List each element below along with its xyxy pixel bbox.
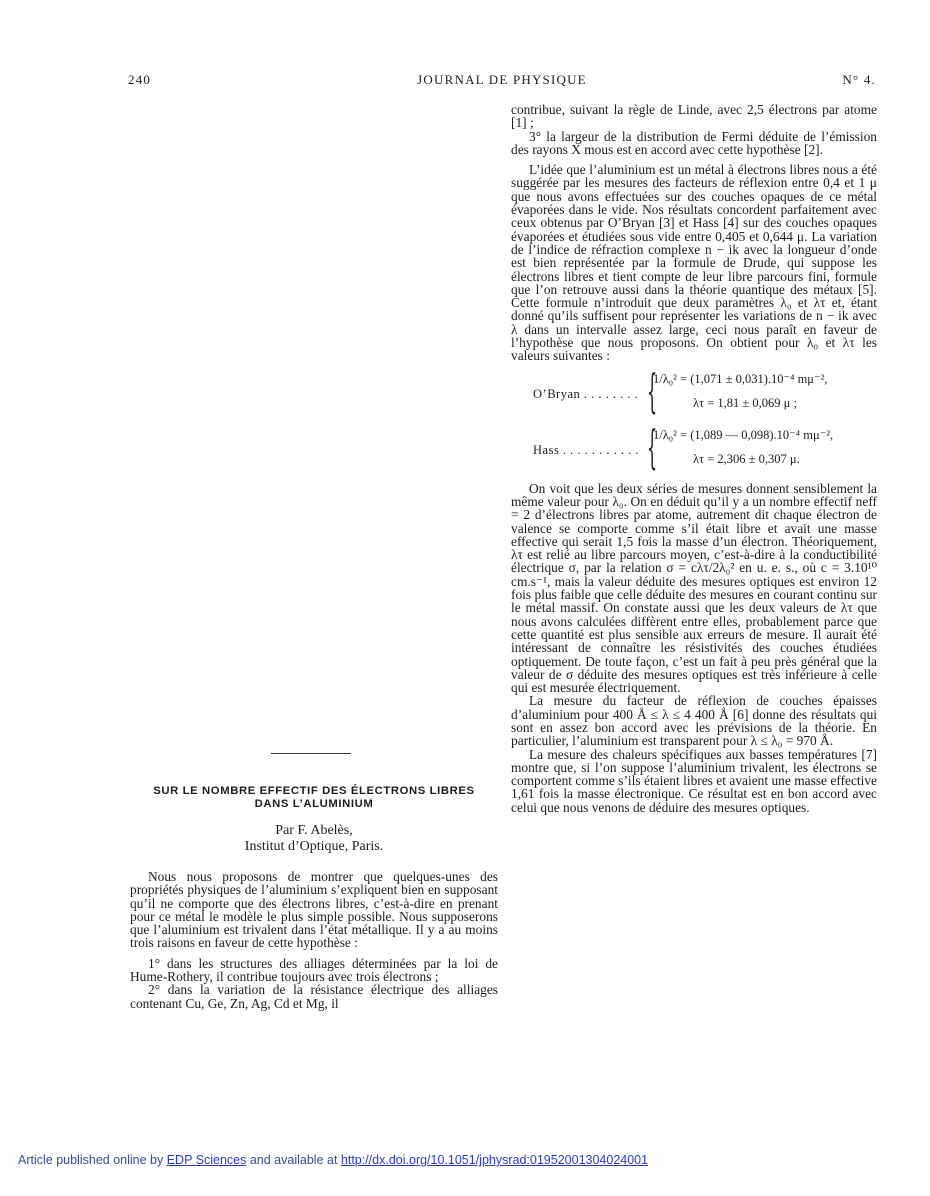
paragraph: 1° dans les structures des alliages déterminées par la loi de Hume-Rothery, il contribue toujours avec trois électrons ; — [130, 955, 498, 985]
formula-obryan — [511, 363, 877, 419]
page-header — [128, 72, 876, 92]
footer-notice — [18, 1153, 648, 1167]
doi-link[interactable]: http://dx.doi.org/10.1051/jphysrad:01952001304024001 — [340, 1153, 649, 1167]
brace-icon: { — [647, 363, 658, 418]
paragraph: 2° dans la variation de la résistance électrique des alliages contenant Cu, Ge, Zn, Ag, Cd et Mg, il — [130, 982, 498, 1011]
left-column — [130, 870, 498, 1010]
formula-label: O’Bryan . . . . . . . . — [533, 386, 639, 401]
right-column — [511, 103, 877, 814]
page-number: 240 — [128, 72, 152, 87]
formula-line: λτ = 2,306 ± 0,307 μ. — [693, 451, 800, 466]
formula-label: Hass . . . . . . . . . . . — [533, 442, 640, 457]
paragraph: 3° la largeur de la distribution de Fermi déduite de l’émission des rayons X mous est en accord avec cette hypothèse [2]. — [511, 128, 877, 157]
footer-text: and available at — [246, 1153, 341, 1167]
formula-hass — [511, 419, 877, 475]
issue-number: N° 4. — [842, 72, 876, 87]
article-heading — [130, 785, 498, 855]
paragraph: La mesure des chaleurs spécifiques aux basses températures [7] montre que, si l’on suppose l’aluminium trivalent, les électrons se comportent comme s’ils étaient libres et avaient une masse effective 1,61 fois la masse électronique. Ce résultat est en bon accord avec celui que nous venons de déduire des mesures optiques. — [511, 746, 877, 815]
paragraph: L’idée que l’aluminium est un métal à électrons libres nous a été suggérée par les mesures des facteurs de réflexion entre 0,4 et 1 μ que nous avons effectuées sur des couches opaques de ce métal évaporées dans le vide. Nos résultats concordent parfaitement avec ceux obtenus par O’Bryan [3] et Hass [4] sur des couches opaques évaporées et étudiées sous vide entre 0,405 et 0,644 μ. La variation de l’indice de réfraction complexe n − ik avec la longueur d’onde est bien représentée par la formule de Drude, qui suppose les électrons libres et tient compte de leur libre parcours fini, formule que l’on retrouve aussi dans la théorie quantique des métaux [5]. Cette formule n’introduit que deux paramètres λ₀ et λτ et, étant donné qu’ils suffisent pour représenter les variations de n − ik avec λ dans un intervalle assez large, ceci nous paraît en faveur de l’hypothèse que nous proposons. On obtient pour λ₀ et λτ les valeurs suivantes : — [511, 162, 877, 364]
edp-sciences-link[interactable]: EDP Sciences — [166, 1153, 247, 1167]
formula-line: λτ = 1,81 ± 0,069 μ ; — [693, 395, 797, 410]
formula-line: 1/λ₀² = (1,089 — 0,098).10⁻⁴ mμ⁻², — [653, 427, 834, 442]
author: Par F. Abelès, — [275, 823, 353, 838]
paragraph: contribue, suivant la règle de Linde, avec 2,5 électrons par atome [1] ; — [511, 102, 877, 131]
journal-title: JOURNAL DE PHYSIQUE — [417, 72, 587, 87]
article-title-line1: SUR LE NOMBRE EFFECTIF DES ÉLECTRONS LIBRES — [153, 785, 475, 797]
paragraph: On voit que les deux séries de mesures donnent sensiblement la même valeur pour λ₀. On en déduit qu’il y a un nombre effectif neff = 2 d’électrons libres par atome, autrement dit chaque électron de valence se comporte comme s’il était libre et avait une masse effective qui serait 1,5 fois la masse d’un électron. Théoriquement, λτ est relié au libre parcours moyen, c’est-à-dire à la conductibilité électrique σ, par la relation σ = cλτ/2λ₀² en u. e. s., où c = 3.10¹⁰ cm.s⁻¹, mais la valeur déduite des mesures optiques est environ 12 fois plus faible que celle déduite des mesures en courant continu sur le métal massif. On constate aussi que les deux valeurs de λτ que nous avons calculées diffèrent entre elles, probablement parce que cette quantité est plus sensible aux erreurs de mesure. Il aurait été intéressant de connaître les résistivités des couches étudiées optiquement. De toute façon, c’est un fait à peu près général que la valeur de σ déduite des mesures optiques est très inférieure à celle qui est mesurée électriquement. — [511, 480, 877, 696]
brace-icon: { — [647, 419, 658, 474]
paragraph: Nous nous proposons de montrer que quelques-unes des propriétés physiques de l’aluminium s’expliquent bien en supposant qu’il ne comporte que des électrons libres, c’est-à-dire en prenant pour ce métal le modèle le plus simple possible. Nous supposerons que l’aluminium est trivalent dans l’état métallique. Il y a au moins trois raisons en faveur de cette hypothèse : — [130, 869, 498, 951]
paragraph: La mesure du facteur de réflexion de couches épaisses d’aluminium pour 400 Å ≤ λ ≤ 4 400 Å [6] donne des résultats qui sont en assez bon accord avec les prévisions de la théorie. En particulier, l’aluminium est transparent pour λ ≤ λ₀ = 970 Å. — [511, 693, 877, 749]
formula-line: 1/λ₀² = (1,071 ± 0,031).10⁻⁴ mμ⁻², — [653, 371, 828, 386]
article-title-line2: DANS L’ALUMINIUM — [254, 798, 374, 810]
institution: Institut d’Optique, Paris. — [244, 839, 384, 854]
separator-rule — [271, 753, 351, 754]
footer-text: Article published online by — [18, 1153, 167, 1167]
